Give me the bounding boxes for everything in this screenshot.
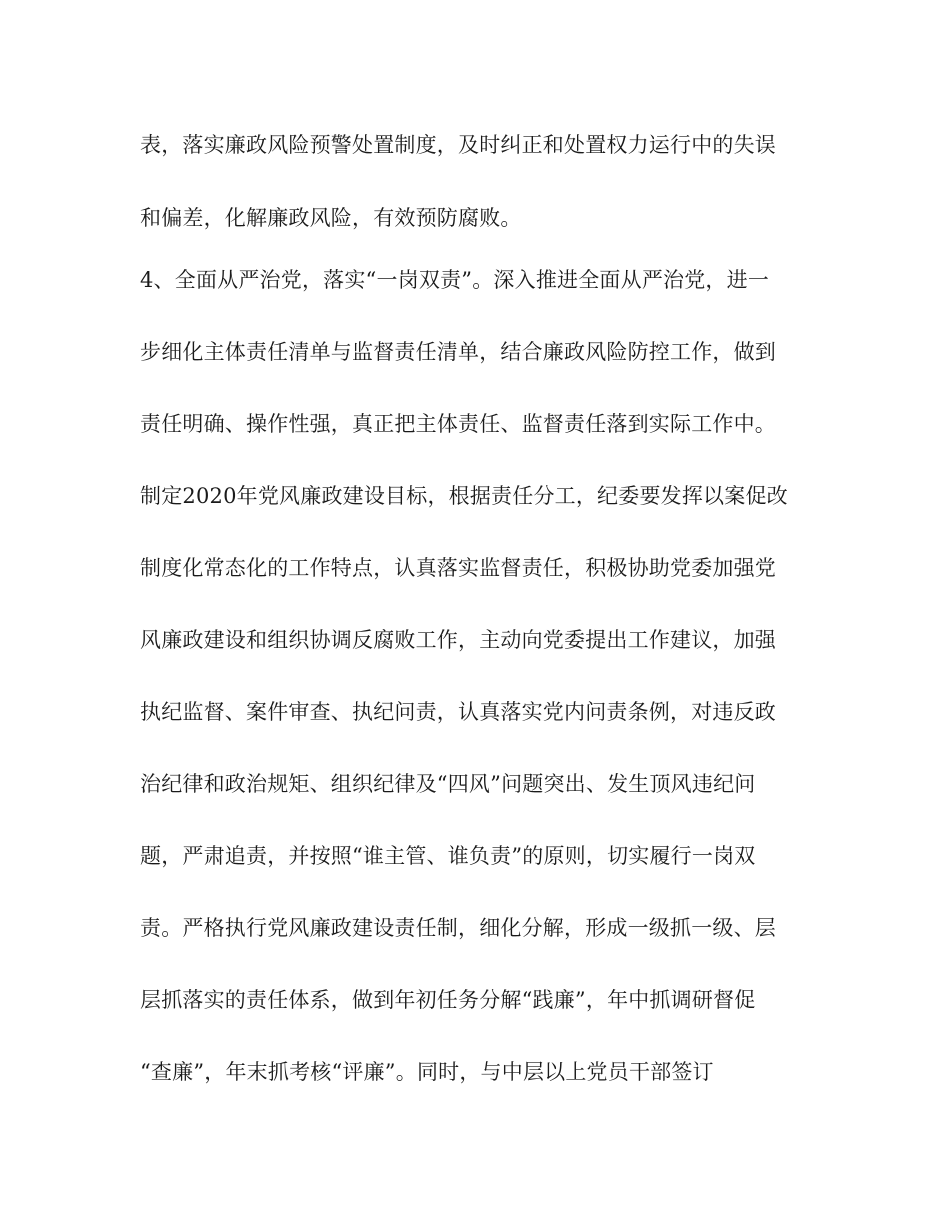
text-line: 题，严肃追责，并按照“谁主管、谁负责”的原则，切实履行一岗双	[140, 844, 756, 868]
text-line: 治纪律和政治规矩、组织纪律及“四风”问题突出、发生顶风违纪问	[140, 772, 756, 796]
text-line: 制度化常态化的工作特点，认真落实监督责任，积极协助党委加强党	[140, 556, 776, 580]
text-line: 风廉政建设和组织协调反腐败工作，主动向党委提出工作建议，加强	[140, 628, 776, 652]
text-line: 表，落实廉政风险预警处置制度，及时纠正和处置权力运行中的失误	[140, 133, 776, 157]
text-line: 4、全面从严治党，落实“一岗双责”。深入推进全面从严治党，进一	[140, 268, 770, 292]
text-line: 执纪监督、案件审查、执纪问责，认真落实党内问责条例，对违反政	[140, 700, 776, 724]
text-line: 和偏差，化解廉政风险，有效预防腐败。	[140, 206, 522, 230]
text-line: 层抓落实的责任体系，做到年初任务分解“践廉”，年中抓调研督促	[140, 988, 756, 1012]
text-line: 步细化主体责任清单与监督责任清单，结合廉政风险防控工作，做到	[140, 340, 776, 364]
text-line: 责。严格执行党风廉政建设责任制，细化分解，形成一级抓一级、层	[140, 916, 776, 940]
text-line: 制定2020年党风廉政建设目标，根据责任分工，纪委要发挥以案促改	[140, 484, 788, 508]
text-line: 责任明确、操作性强，真正把主体责任、监督责任落到实际工作中。	[140, 412, 776, 436]
text-line: “查廉”，年末抓考核“评廉”。同时，与中层以上党员干部签订	[140, 1060, 714, 1084]
